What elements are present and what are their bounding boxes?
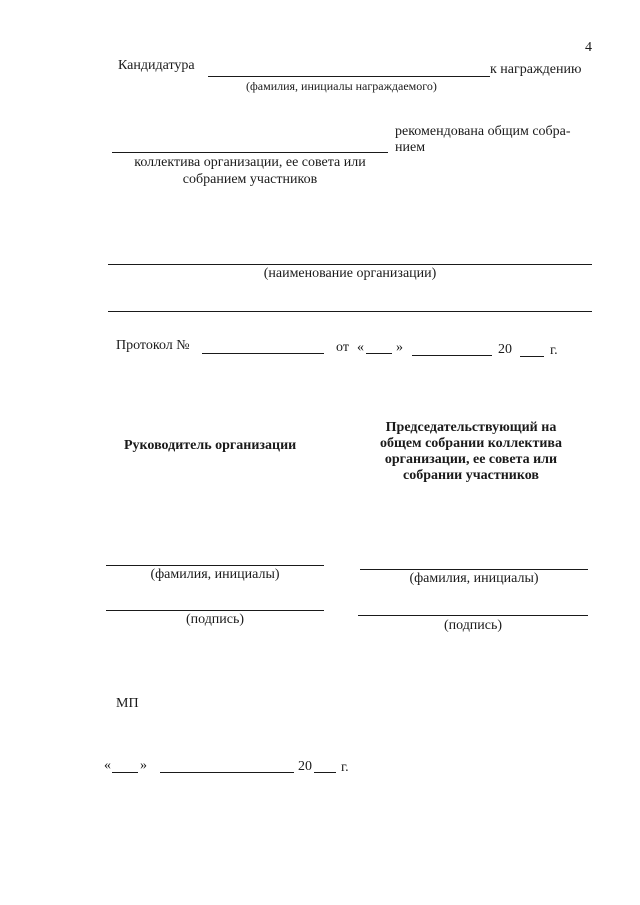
chair-signature-caption: (подпись) xyxy=(443,618,503,633)
date-day-field[interactable] xyxy=(112,772,138,773)
page-number: 4 xyxy=(585,40,592,55)
candidacy-suffix: к награждению xyxy=(490,62,582,77)
protocol-number-field[interactable] xyxy=(202,353,324,354)
recommendation-text-line2: нием xyxy=(395,140,426,155)
chair-title-line3: организации, ее совета или xyxy=(384,452,558,467)
stamp-label: МП xyxy=(116,696,139,711)
protocol-from: от xyxy=(336,340,349,355)
chair-name-caption: (фамилия, инициалы) xyxy=(409,571,539,586)
head-title: Руководитель организации xyxy=(124,438,297,453)
protocol-month-field[interactable] xyxy=(412,355,492,356)
protocol-label: Протокол № xyxy=(116,338,190,353)
candidacy-label: Кандидатура xyxy=(118,58,195,73)
protocol-day-field[interactable] xyxy=(366,353,392,354)
organization-name-field[interactable] xyxy=(108,264,592,265)
head-name-field[interactable] xyxy=(106,565,324,566)
protocol-quote-open: « xyxy=(357,340,364,355)
protocol-year-suffix: г. xyxy=(550,343,558,358)
protocol-year-prefix: 20 xyxy=(498,342,512,357)
date-year-prefix: 20 xyxy=(298,759,312,774)
head-signature-caption: (подпись) xyxy=(185,612,245,627)
candidate-name-caption: (фамилия, инициалы награждаемого) xyxy=(246,79,437,93)
chair-title-line4: собрании участников xyxy=(403,468,539,483)
chair-name-field[interactable] xyxy=(360,569,588,570)
date-year-field[interactable] xyxy=(314,772,336,773)
date-quote-close: » xyxy=(140,758,147,773)
head-signature-field[interactable] xyxy=(106,610,324,611)
organization-name-caption: (наименование организации) xyxy=(263,266,437,281)
recommendation-text-line1: рекомендована общим собра- xyxy=(395,124,571,139)
date-year-suffix: г. xyxy=(341,760,349,775)
protocol-year-field[interactable] xyxy=(520,356,544,357)
collective-field[interactable] xyxy=(112,152,388,153)
head-name-caption: (фамилия, инициалы) xyxy=(150,567,280,582)
organization-name-field-2[interactable] xyxy=(108,311,592,312)
protocol-quote-close: » xyxy=(396,340,403,355)
collective-caption-line1: коллектива организации, ее совета или xyxy=(134,155,366,170)
chair-signature-field[interactable] xyxy=(358,615,588,616)
date-quote-open: « xyxy=(104,758,111,773)
candidate-name-field[interactable] xyxy=(208,76,490,77)
chair-title-line2: общем собрании коллектива xyxy=(380,436,562,451)
date-month-field[interactable] xyxy=(160,772,294,773)
chair-title-line1: Председательствующий на xyxy=(385,420,557,435)
collective-caption-line2: собранием участников xyxy=(182,172,318,187)
